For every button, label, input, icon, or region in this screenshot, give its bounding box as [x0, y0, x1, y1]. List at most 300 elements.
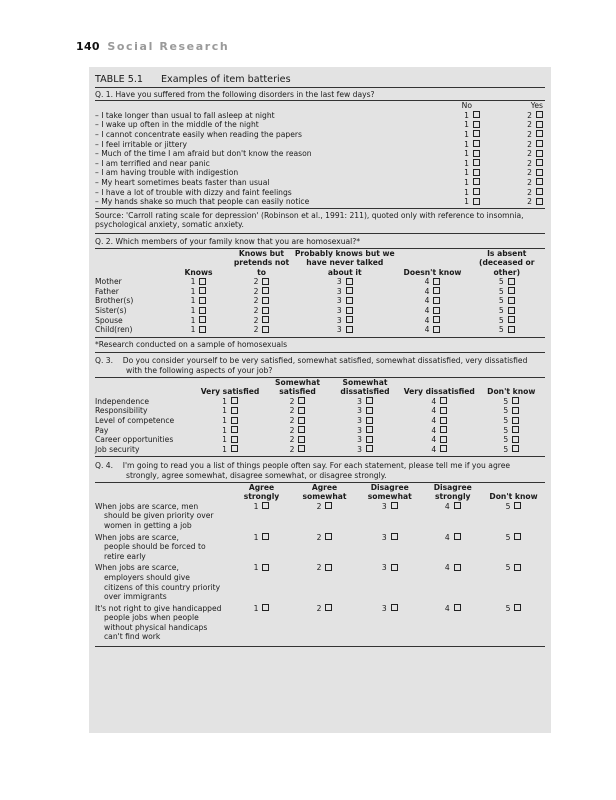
- q4-option-code: 1: [253, 501, 259, 511]
- q3-text: Do you consider yourself to be very satisfied, somewhat satisfied, somewhat dissatisfied, very dissatisfied with the following aspects of your job?: [122, 356, 528, 376]
- checkbox-icon[interactable]: [473, 169, 480, 176]
- q1-option-code: 2: [527, 120, 532, 130]
- checkbox-icon[interactable]: [440, 426, 447, 433]
- checkbox-icon[interactable]: [508, 287, 515, 294]
- checkbox-icon[interactable]: [262, 307, 269, 314]
- checkbox-icon[interactable]: [231, 436, 238, 443]
- checkbox-icon[interactable]: [473, 150, 480, 157]
- checkbox-icon[interactable]: [514, 533, 521, 540]
- q2-option: [293, 316, 397, 326]
- q2-option: [469, 287, 546, 297]
- checkbox-icon[interactable]: [391, 564, 398, 571]
- q4-option-code: 3: [381, 563, 387, 573]
- checkbox-icon[interactable]: [508, 307, 515, 314]
- checkbox-icon[interactable]: [536, 111, 543, 118]
- q1-item-row: [95, 168, 545, 178]
- checkbox-icon[interactable]: [199, 278, 206, 285]
- q4-statement: [95, 604, 230, 644]
- checkbox-icon[interactable]: [454, 564, 461, 571]
- checkbox-icon[interactable]: [440, 397, 447, 404]
- checkbox-icon[interactable]: [433, 316, 440, 323]
- q1-option: [419, 130, 482, 140]
- q1-item-text: – Much of the time I am afraid but don't know the reason: [95, 149, 312, 159]
- q2-option-code: 2: [253, 315, 259, 325]
- q3-option: [401, 406, 478, 416]
- q3-option-code: 5: [503, 416, 509, 425]
- q2-option: [397, 296, 469, 306]
- q1-item-row: [95, 120, 545, 130]
- checkbox-icon[interactable]: [440, 436, 447, 443]
- q4-statement: [95, 563, 230, 603]
- q4-statement-line: When jobs are scarce, men: [95, 501, 199, 511]
- q4-option-code: 2: [316, 501, 322, 511]
- q2-option: [230, 316, 293, 326]
- checkbox-icon[interactable]: [366, 445, 373, 452]
- checkbox-icon[interactable]: [514, 564, 521, 571]
- q1-item-text: – I take longer than usual to fall asleep at night: [95, 110, 275, 120]
- q3-option-code: 4: [431, 435, 437, 445]
- q3-option-code: 1: [222, 406, 227, 416]
- q1-col-yes: Yes: [530, 101, 543, 111]
- checkbox-icon[interactable]: [536, 178, 543, 185]
- q3-option-code: 5: [503, 435, 509, 445]
- q3-option-code: 4: [431, 416, 437, 425]
- q1-option: [482, 140, 545, 150]
- q4-statement-line: employers should give: [104, 572, 190, 582]
- q4-option-code: 5: [505, 563, 511, 573]
- checkbox-icon[interactable]: [262, 564, 269, 571]
- q1-item-row: [95, 197, 545, 207]
- checkbox-icon[interactable]: [298, 407, 305, 414]
- checkbox-icon[interactable]: [199, 316, 206, 323]
- q1-source: Source: 'Carroll rating scale for depression' (Robinson et al., 1991: 211), quoted only with reference to insomnia, psychological anxiety, somatic anxiety.: [95, 210, 524, 230]
- q2-col-header: Doesn't know: [403, 267, 462, 277]
- checkbox-icon[interactable]: [262, 297, 269, 304]
- checkbox-icon[interactable]: [536, 150, 543, 157]
- q1-option: [419, 197, 482, 207]
- q3-option-code: 5: [503, 444, 509, 454]
- q2-row: [95, 325, 545, 335]
- q3-option: [194, 397, 266, 407]
- q3-row: [95, 426, 545, 436]
- q1-option-code: 2: [527, 158, 532, 168]
- checkbox-icon[interactable]: [433, 326, 440, 333]
- q3-option-code: 4: [431, 406, 437, 416]
- q2-option: [230, 306, 293, 316]
- q3-row-label: Pay: [95, 425, 109, 435]
- q2-option: [293, 287, 397, 297]
- q2-option-code: 4: [424, 296, 430, 306]
- q3-table: [95, 378, 545, 455]
- checkbox-icon[interactable]: [325, 502, 332, 509]
- q4-col-header: Agree strongly: [243, 482, 280, 502]
- checkbox-icon[interactable]: [366, 397, 373, 404]
- q2-option-code: 1: [190, 296, 196, 306]
- q2-row-label: Spouse: [95, 315, 123, 325]
- checkbox-icon[interactable]: [512, 426, 519, 433]
- q2-option-code: 1: [190, 315, 196, 325]
- q3-option: [478, 445, 546, 455]
- q4-option-code: 5: [505, 532, 511, 542]
- q2-option-code: 1: [190, 325, 196, 335]
- q3-option-code: 1: [222, 444, 227, 454]
- q2-option-code: 5: [498, 306, 504, 316]
- q4-option: [424, 502, 483, 533]
- q4-option-code: 4: [444, 532, 450, 542]
- q2-option-code: 3: [336, 286, 342, 296]
- checkbox-icon[interactable]: [440, 407, 447, 414]
- checkbox-icon[interactable]: [262, 533, 269, 540]
- q4-option: [424, 563, 483, 603]
- q2-option: [397, 325, 469, 335]
- q4-option: [356, 563, 424, 603]
- q2-option-code: 5: [498, 286, 504, 296]
- q1-option: [419, 178, 482, 188]
- q1-item-row: [95, 111, 545, 121]
- q2-row-label: Child(ren): [95, 325, 133, 335]
- q3-option: [329, 397, 401, 407]
- checkbox-icon[interactable]: [231, 397, 238, 404]
- checkbox-icon[interactable]: [366, 407, 373, 414]
- checkbox-icon[interactable]: [346, 316, 353, 323]
- checkbox-icon[interactable]: [298, 397, 305, 404]
- q3-col-header: Somewhat dissatisfied: [340, 377, 390, 397]
- q1-option-code: 1: [464, 177, 469, 187]
- q1-item-row: [95, 149, 545, 159]
- checkbox-icon[interactable]: [231, 417, 238, 424]
- q4-option: [482, 502, 545, 533]
- q3-option: [266, 426, 329, 436]
- checkbox-icon[interactable]: [440, 417, 447, 424]
- q4-row: [95, 502, 545, 533]
- q3-option: [478, 406, 546, 416]
- checkbox-icon[interactable]: [473, 140, 480, 147]
- checkbox-icon[interactable]: [298, 445, 305, 452]
- q3-option-code: 3: [357, 435, 362, 445]
- q1-option: [482, 188, 545, 198]
- q4-table: [95, 483, 545, 645]
- q2-option-code: 3: [336, 306, 342, 316]
- checkbox-icon[interactable]: [231, 407, 238, 414]
- checkbox-icon[interactable]: [346, 297, 353, 304]
- q4-option: [424, 533, 483, 564]
- q1-item-text: – I wake up often in the middle of the night: [95, 120, 259, 130]
- q3-option-code: 3: [357, 416, 362, 425]
- q2-option-code: 3: [336, 315, 342, 325]
- checkbox-icon[interactable]: [231, 426, 238, 433]
- q4-option-code: 3: [381, 603, 387, 613]
- q3-option: [194, 406, 266, 416]
- q2-option-code: 3: [336, 296, 342, 306]
- checkbox-icon[interactable]: [508, 297, 515, 304]
- q4-option: [293, 604, 356, 644]
- checkbox-icon[interactable]: [199, 326, 206, 333]
- q2-option-code: 4: [424, 277, 430, 287]
- q2-option: [469, 306, 546, 316]
- checkbox-icon[interactable]: [366, 417, 373, 424]
- checkbox-icon[interactable]: [366, 426, 373, 433]
- checkbox-icon[interactable]: [473, 111, 480, 118]
- q3-row: [95, 445, 545, 455]
- q2-row: [95, 316, 545, 326]
- checkbox-icon[interactable]: [346, 307, 353, 314]
- q1-item-text: – My hands shake so much that people can easily notice: [95, 197, 310, 207]
- page-number: 140: [76, 40, 100, 53]
- q2-option-code: 4: [424, 315, 430, 325]
- q2-row-label: Father: [95, 286, 119, 296]
- checkbox-icon[interactable]: [391, 533, 398, 540]
- q1-option: [482, 168, 545, 178]
- q1-option: [482, 120, 545, 130]
- checkbox-icon[interactable]: [536, 198, 543, 205]
- q1-option-code: 2: [527, 149, 532, 159]
- q3-option: [478, 397, 546, 407]
- q4-statement: [95, 502, 230, 533]
- q4-option: [482, 604, 545, 644]
- checkbox-icon[interactable]: [433, 278, 440, 285]
- q1-item-text: – My heart sometimes beats faster than usual: [95, 177, 270, 187]
- q1-col-no: No: [461, 101, 472, 111]
- q4-option-code: 5: [505, 501, 511, 511]
- q2-question: Q. 2. Which members of your family know that you are homosexual?*: [95, 236, 361, 246]
- checkbox-icon[interactable]: [473, 130, 480, 137]
- checkbox-icon[interactable]: [346, 278, 353, 285]
- q1-option-code: 1: [464, 187, 469, 197]
- q1-option: [482, 197, 545, 207]
- checkbox-icon[interactable]: [298, 426, 305, 433]
- q4-text: I'm going to read you a list of things people often say. For each statement, please tell me if you agree strongly, agree somewhat, disagree somewhat, or disagree strongly.: [122, 461, 511, 480]
- checkbox-icon[interactable]: [199, 297, 206, 304]
- checkbox-icon[interactable]: [508, 316, 515, 323]
- q2-col-header: Probably knows but we have never talked about it: [294, 248, 395, 277]
- checkbox-icon[interactable]: [298, 417, 305, 424]
- checkbox-icon[interactable]: [325, 604, 332, 611]
- q2-option: [469, 296, 546, 306]
- checkbox-icon[interactable]: [512, 445, 519, 452]
- q3-option: [266, 406, 329, 416]
- q4-option: [482, 563, 545, 603]
- q4-option-code: 1: [253, 603, 259, 613]
- checkbox-icon[interactable]: [508, 326, 515, 333]
- checkbox-icon[interactable]: [433, 297, 440, 304]
- q2-option: [293, 306, 397, 316]
- q3-option-code: 3: [357, 444, 362, 454]
- checkbox-icon[interactable]: [512, 417, 519, 424]
- q1-option-code: 1: [464, 139, 469, 149]
- q2-option-code: 1: [190, 286, 196, 296]
- checkbox-icon[interactable]: [512, 407, 519, 414]
- q2-option: [167, 277, 230, 287]
- q3-option: [194, 445, 266, 455]
- checkbox-icon[interactable]: [346, 287, 353, 294]
- checkbox-icon[interactable]: [536, 188, 543, 195]
- checkbox-icon[interactable]: [514, 604, 521, 611]
- q4-option: [230, 502, 293, 533]
- q1-option: [419, 149, 482, 159]
- q3-option-code: 2: [289, 435, 295, 445]
- q3-option: [266, 435, 329, 445]
- checkbox-icon[interactable]: [536, 169, 543, 176]
- q1-option-code: 2: [527, 129, 532, 139]
- checkbox-icon[interactable]: [366, 436, 373, 443]
- checkbox-icon[interactable]: [473, 121, 480, 128]
- checkbox-icon[interactable]: [199, 307, 206, 314]
- q1-item-text: – I have a lot of trouble with dizzy and faint feelings: [95, 187, 292, 197]
- q3-option: [329, 426, 401, 436]
- checkbox-icon[interactable]: [512, 397, 519, 404]
- q1-option: [419, 140, 482, 150]
- q3-option: [194, 435, 266, 445]
- q2-option-code: 2: [253, 306, 259, 316]
- checkbox-icon[interactable]: [473, 159, 480, 166]
- q1-option-code: 1: [464, 110, 469, 120]
- q1-question: Q. 1. Have you suffered from the following disorders in the last few days?: [95, 89, 375, 99]
- q1-option-code: 2: [527, 197, 532, 207]
- q4-option-code: 2: [316, 563, 322, 573]
- q4-row: [95, 533, 545, 564]
- checkbox-icon[interactable]: [262, 278, 269, 285]
- q3-option-code: 2: [289, 406, 295, 416]
- checkbox-icon[interactable]: [473, 188, 480, 195]
- q2-option-code: 4: [424, 286, 430, 296]
- q4-option-code: 2: [316, 532, 322, 542]
- checkbox-icon[interactable]: [454, 533, 461, 540]
- q1-option-code: 2: [527, 168, 532, 178]
- q4-option: [356, 533, 424, 564]
- q2-col-header: Is absent (deceased or other): [478, 248, 535, 277]
- q3-option: [329, 416, 401, 426]
- checkbox-icon[interactable]: [536, 121, 543, 128]
- checkbox-icon[interactable]: [454, 502, 461, 509]
- q2-option: [293, 325, 397, 335]
- q3-row: [95, 435, 545, 445]
- q3-option-code: 2: [289, 396, 295, 406]
- q4-statement-line: over immigrants: [104, 592, 167, 602]
- q3-row-label: Independence: [95, 396, 150, 406]
- q4-option: [424, 604, 483, 644]
- q1-item-text: – I cannot concentrate easily when reading the papers: [95, 129, 302, 139]
- q1-option: [419, 120, 482, 130]
- q4-col-header: Disagree somewhat: [367, 482, 412, 502]
- q1-option-code: 2: [527, 187, 532, 197]
- q1-item-row: [95, 140, 545, 150]
- q4-statement-line: When jobs are scarce,: [95, 563, 179, 573]
- checkbox-icon[interactable]: [262, 502, 269, 509]
- q2-option: [397, 316, 469, 326]
- q2-option-code: 4: [424, 325, 430, 335]
- q2-option-code: 2: [253, 277, 259, 287]
- q1-option-code: 1: [464, 168, 469, 178]
- q1-option: [482, 159, 545, 169]
- q3-option: [401, 426, 478, 436]
- table-caption: Examples of item batteries: [160, 74, 291, 85]
- q2-option: [397, 277, 469, 287]
- checkbox-icon[interactable]: [262, 287, 269, 294]
- q2-row: [95, 287, 545, 297]
- checkbox-icon[interactable]: [298, 436, 305, 443]
- q3-option: [194, 426, 266, 436]
- checkbox-icon[interactable]: [262, 604, 269, 611]
- checkbox-icon[interactable]: [440, 445, 447, 452]
- table-title: [95, 75, 545, 85]
- q2-option: [167, 316, 230, 326]
- checkbox-icon[interactable]: [536, 159, 543, 166]
- checkbox-icon[interactable]: [391, 604, 398, 611]
- checkbox-icon[interactable]: [454, 604, 461, 611]
- q4-option: [293, 502, 356, 533]
- checkbox-icon[interactable]: [325, 533, 332, 540]
- q3-option-code: 1: [222, 416, 227, 425]
- q4-statement-line: When jobs are scarce,: [95, 532, 179, 542]
- q1-option-code: 1: [464, 158, 469, 168]
- checkbox-icon[interactable]: [514, 502, 521, 509]
- q3-option-code: 4: [431, 425, 437, 435]
- q2-option-code: 5: [498, 315, 504, 325]
- checkbox-icon[interactable]: [433, 287, 440, 294]
- checkbox-icon[interactable]: [262, 326, 269, 333]
- q2-row-label: Brother(s): [95, 296, 134, 306]
- q3-row: [95, 416, 545, 426]
- checkbox-icon[interactable]: [536, 130, 543, 137]
- q4-option-code: 5: [505, 603, 511, 613]
- q1-option-code: 2: [527, 139, 532, 149]
- checkbox-icon[interactable]: [346, 326, 353, 333]
- q4-statement-line: can't find work: [104, 632, 161, 642]
- checkbox-icon[interactable]: [391, 502, 398, 509]
- checkbox-icon[interactable]: [199, 287, 206, 294]
- q4-option-code: 1: [253, 563, 259, 573]
- q2-option-code: 3: [336, 325, 342, 335]
- q4-col-header: Don't know: [489, 492, 538, 502]
- q4-option-code: 4: [444, 603, 450, 613]
- checkbox-icon[interactable]: [512, 436, 519, 443]
- checkbox-icon[interactable]: [433, 307, 440, 314]
- q4-option: [230, 604, 293, 644]
- q3-option: [194, 416, 266, 426]
- q3-option: [478, 416, 546, 426]
- q2-option-code: 2: [253, 325, 259, 335]
- q3-col-header: Very dissatisfied: [403, 387, 475, 397]
- q2-option: [230, 287, 293, 297]
- q4-statement-line: women in getting a job: [104, 520, 192, 530]
- q3-col-header: Very satisfied: [200, 387, 260, 397]
- q2-row: [95, 277, 545, 287]
- q4-label: Q. 4.: [95, 461, 114, 471]
- q3-option-code: 4: [431, 444, 437, 454]
- q2-option: [293, 277, 397, 287]
- q3-option-code: 4: [431, 396, 437, 406]
- q3-col-header: Somewhat satisfied: [275, 377, 320, 397]
- checkbox-icon[interactable]: [231, 445, 238, 452]
- checkbox-icon[interactable]: [508, 278, 515, 285]
- q3-question: [95, 356, 545, 375]
- checkbox-icon[interactable]: [473, 198, 480, 205]
- q2-option: [230, 277, 293, 287]
- checkbox-icon[interactable]: [262, 316, 269, 323]
- checkbox-icon[interactable]: [536, 140, 543, 147]
- q1-option: [419, 188, 482, 198]
- checkbox-icon[interactable]: [325, 564, 332, 571]
- q2-row-label: Sister(s): [95, 306, 127, 316]
- checkbox-icon[interactable]: [473, 178, 480, 185]
- q3-option-code: 2: [289, 425, 295, 435]
- q2-option-code: 4: [424, 306, 430, 316]
- q3-option-code: 5: [503, 406, 509, 416]
- q1-option-code: 1: [464, 149, 469, 159]
- q1-option-code: 2: [527, 110, 532, 120]
- q3-option-code: 1: [222, 435, 227, 445]
- q2-option: [397, 306, 469, 316]
